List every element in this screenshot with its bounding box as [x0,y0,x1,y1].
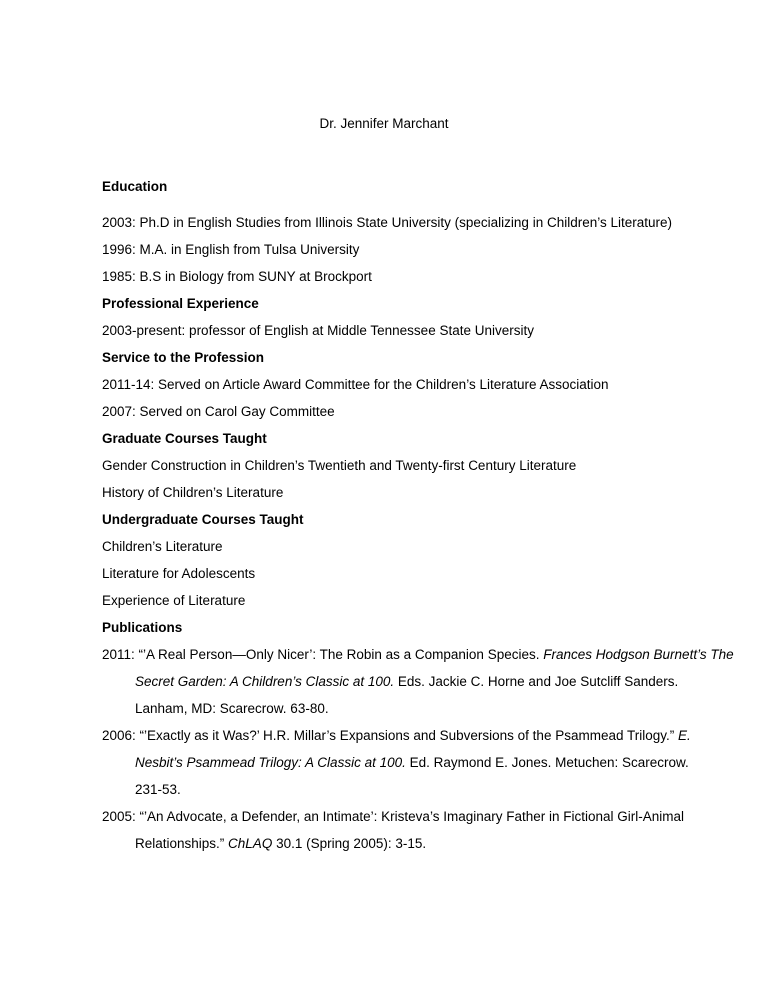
publication-2-book-title: E. [678,728,691,743]
publication-1-line-2 [135,674,678,690]
publication-1-book-title: Secret Garden: A Children’s Classic at 100. [135,674,395,689]
service-item: 2007: Served on Carol Gay Committee [102,404,335,419]
education-item: 1996: M.A. in English from Tulsa University [102,242,360,257]
publication-1-editors: Eds. Jackie C. Horne and Joe Sutcliff Sanders. [394,674,679,689]
undergraduate-course-item: Children’s Literature [102,539,223,554]
graduate-course-item: History of Children’s Literature [102,485,284,500]
publication-2-line-1 [102,728,691,744]
service-heading: Service to the Profession [102,350,265,365]
publication-2-line-2 [135,755,689,771]
education-item: 2003: Ph.D in English Studies from Illinois State University (specializing in Children’s Literature) [102,215,673,230]
undergraduate-courses-heading: Undergraduate Courses Taught [102,512,304,527]
education-item: 1985: B.S in Biology from SUNY at Brockport [102,269,372,284]
graduate-courses-heading: Graduate Courses Taught [102,431,267,446]
publication-2-text: 2006: “’Exactly as it Was?’ H.R. Millar’s Expansions and Subversions of the Psammead Trilogy.” [102,728,678,743]
publication-2-book-title: Nesbit’s Psammead Trilogy: A Classic at 100. [135,755,406,770]
publication-3-text: Relationships.” [135,836,229,851]
undergraduate-course-item: Literature for Adolescents [102,566,256,581]
publication-3-journal: ChLAQ [228,836,273,851]
experience-item: 2003-present: professor of English at Middle Tennessee State University [102,323,534,338]
publication-3-citation: 30.1 (Spring 2005): 3-15. [272,836,427,851]
publication-1-text: 2011: “’A Real Person—Only Nicer’: The Robin as a Companion Species. [102,647,544,662]
education-heading: Education [102,179,168,194]
undergraduate-course-item: Experience of Literature [102,593,246,608]
publication-1-book-title: Frances Hodgson Burnett’s The [543,647,734,662]
publication-2-line-3: 231-53. [135,782,181,797]
publication-3-line-2 [135,836,426,852]
experience-heading: Professional Experience [102,296,259,311]
publication-1-line-3: Lanham, MD: Scarecrow. 63-80. [135,701,329,716]
publication-3-line-1: 2005: “’An Advocate, a Defender, an Intimate’: Kristeva’s Imaginary Father in Fictional Girl-Animal [102,809,685,824]
graduate-course-item: Gender Construction in Children’s Twentieth and Twenty-first Century Literature [102,458,577,473]
publication-2-editors: Ed. Raymond E. Jones. Metuchen: Scarecrow. [405,755,689,770]
page-title: Dr. Jennifer Marchant [319,116,449,131]
publication-1-line-1 [102,647,734,663]
service-item: 2011-14: Served on Article Award Committee for the Children’s Literature Association [102,377,609,392]
publications-heading: Publications [102,620,183,635]
